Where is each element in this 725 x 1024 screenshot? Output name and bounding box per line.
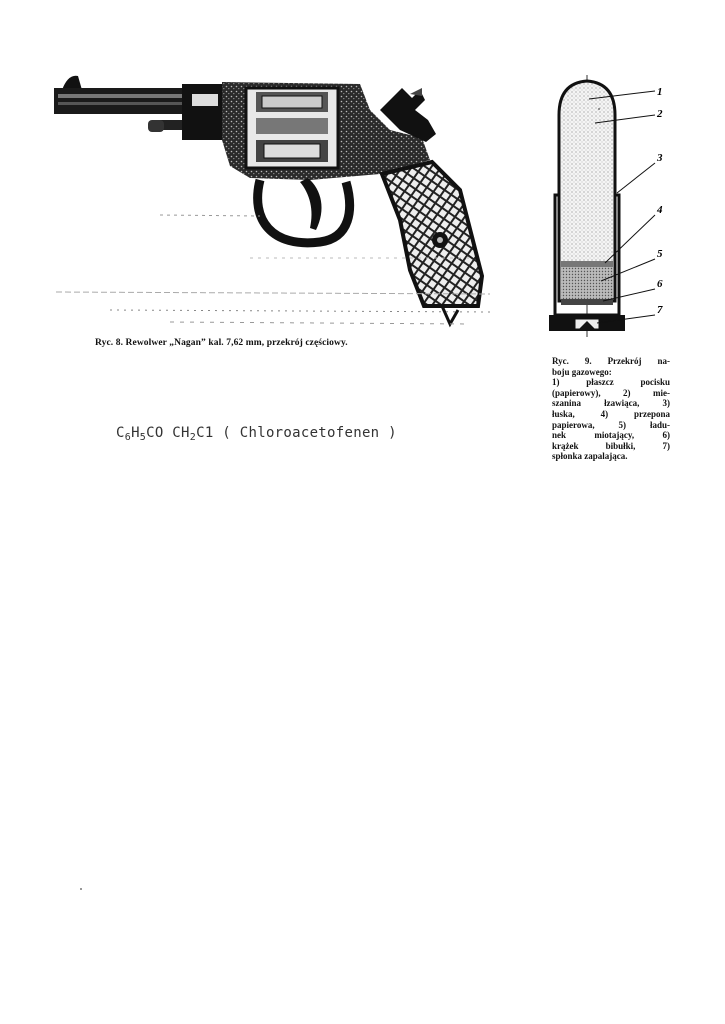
figure-8-caption: Ryc. 8. Rewolwer „Nagan” kal. 7,62 mm, przekrój częściowy. <box>95 338 348 348</box>
caption-line: (papierowy), 2) mie- <box>552 387 670 398</box>
scan-speck <box>80 888 82 890</box>
scan-speck <box>598 108 600 110</box>
formula-part: CO CH <box>146 425 190 441</box>
label-1: 1 <box>657 86 663 98</box>
caption-line: krążek bibułki, 7) <box>552 440 670 451</box>
cartridge-cross-section <box>535 75 675 345</box>
caption-line: papierowa, 5) ładu- <box>552 419 670 430</box>
caption-line: spłonka zapalająca. <box>552 451 628 462</box>
revolver-illustration <box>50 70 490 340</box>
caption-line: nek miotający, 6) <box>552 430 670 441</box>
formula-subscript: 6 <box>124 432 132 443</box>
figure-9-caption <box>552 356 670 462</box>
chemical-formula <box>116 425 397 443</box>
formula-part: C <box>116 425 125 441</box>
label-3: 3 <box>657 152 663 164</box>
caption-line: boju gazowego: <box>552 366 612 377</box>
formula-part: H <box>131 425 140 441</box>
formula-subscript: 5 <box>139 432 147 443</box>
label-4: 4 <box>657 204 663 216</box>
caption-line: łuska, 4) przepona <box>552 408 670 419</box>
caption-line: Ryc. 9. Przekrój na- <box>552 356 670 366</box>
label-7: 7 <box>657 304 663 316</box>
formula-subscript: 2 <box>189 432 197 443</box>
caption-line: 1) płaszcz pocisku <box>552 377 670 388</box>
formula-part: C1 ( Chloroacetofenen ) <box>196 425 397 441</box>
label-5: 5 <box>657 248 663 260</box>
caption-line: szanina łzawiąca, 3) <box>552 398 670 409</box>
label-2: 2 <box>657 108 663 120</box>
label-6: 6 <box>657 278 663 290</box>
